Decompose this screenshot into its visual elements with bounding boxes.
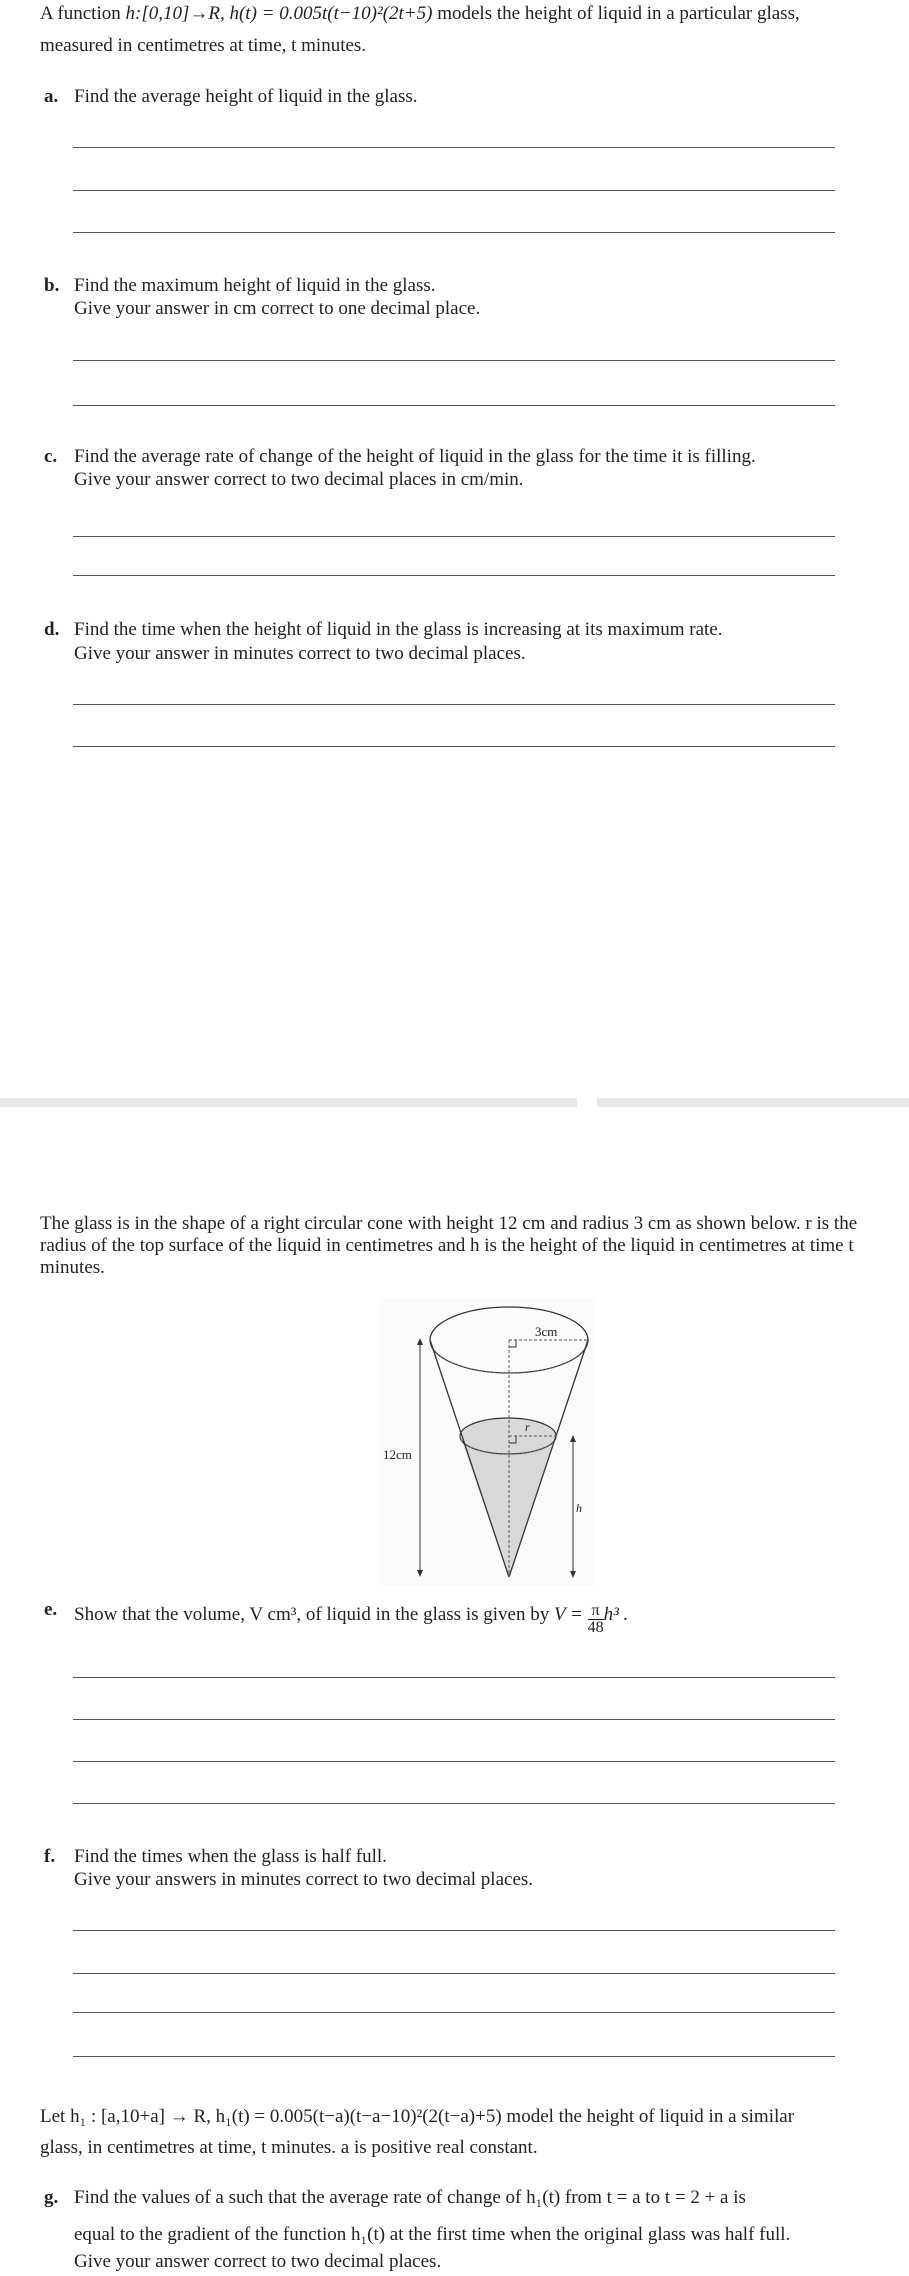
question-e-text: Show that the volume, V cm³, of liquid in the glass is given by bbox=[74, 1603, 554, 1625]
question-text: Find the maximum height of liquid in the glass. bbox=[74, 275, 436, 296]
question-label: d. bbox=[44, 619, 60, 640]
height-label: 12cm bbox=[383, 1447, 412, 1462]
description-line: minutes. bbox=[40, 1257, 105, 1278]
answer-line[interactable] bbox=[73, 1973, 835, 1974]
intro-suffix: models the height of liquid in a particular glass, bbox=[432, 3, 800, 24]
formula-rhs: h³ . bbox=[603, 1603, 629, 1625]
answer-line[interactable] bbox=[73, 1803, 835, 1804]
answer-line[interactable] bbox=[73, 1761, 835, 1762]
question-text: Give your answer in minutes correct to two decimal places. bbox=[74, 643, 526, 664]
answer-line[interactable] bbox=[73, 2012, 835, 2013]
question-text: Give your answer in cm correct to one decimal place. bbox=[74, 298, 481, 319]
intro-line-2: measured in centimetres at time, t minutes. bbox=[40, 35, 367, 56]
question-text: Give your answers in minutes correct to two decimal places. bbox=[74, 1869, 534, 1890]
question-label: a. bbox=[44, 86, 59, 107]
description-line: The glass is in the shape of a right circular cone with height 12 cm and radius 3 cm as shown below. r is the bbox=[40, 1213, 858, 1234]
question-text bbox=[74, 1599, 629, 1636]
formula-fraction bbox=[588, 1603, 604, 1636]
question-text: equal to the gradient of the function h₁(t) at the first time when the original glass was half full. bbox=[74, 2224, 791, 2245]
h-label: h bbox=[576, 1501, 582, 1515]
formula-lhs: V = bbox=[553, 1603, 583, 1625]
answer-line[interactable] bbox=[73, 1930, 835, 1931]
question-text: Find the average height of liquid in the glass. bbox=[74, 86, 418, 107]
question-label: b. bbox=[44, 275, 60, 296]
radius-label: 3cm bbox=[535, 1324, 558, 1339]
similar-line: Let h₁ : [a,10+a] → R, h₁(t) = 0.005(t−a)(t−a−10)²(2(t−a)+5) model the height of liquid in a similar bbox=[40, 2106, 795, 2127]
intro-prefix: A function bbox=[40, 3, 126, 24]
similar-line: glass, in centimetres at time, t minutes. a is positive real constant. bbox=[40, 2137, 538, 2158]
question-label: e. bbox=[44, 1599, 58, 1620]
answer-line[interactable] bbox=[73, 1677, 835, 1678]
fraction-numerator: π bbox=[588, 1603, 604, 1620]
question-label: c. bbox=[44, 446, 58, 467]
question-text: Give your answer correct to two decimal places in cm/min. bbox=[74, 469, 524, 490]
question-text: Find the times when the glass is half full. bbox=[74, 1846, 387, 1867]
description-line: radius of the top surface of the liquid in centimetres and h is the height of the liquid in centimetres at time t bbox=[40, 1235, 854, 1256]
question-label: g. bbox=[44, 2187, 59, 2208]
fraction-denominator: 48 bbox=[587, 1619, 604, 1636]
question-text: Find the values of a such that the average rate of change of h₁(t) from t = a to t = 2 + a is bbox=[74, 2187, 746, 2208]
question-text: Give your answer correct to two decimal places. bbox=[74, 2251, 442, 2272]
answer-line[interactable] bbox=[73, 2056, 835, 2057]
function-definition: h:[0,10]→R, h(t) = 0.005t(t−10)²(2t+5) bbox=[125, 3, 433, 24]
answer-line[interactable] bbox=[73, 1719, 835, 1720]
question-text: Find the time when the height of liquid in the glass is increasing at its maximum rate. bbox=[74, 619, 723, 640]
question-label: f. bbox=[44, 1846, 56, 1867]
question-text: Find the average rate of change of the height of liquid in the glass for the time it is filling. bbox=[74, 446, 756, 467]
r-label: r bbox=[525, 1420, 530, 1434]
